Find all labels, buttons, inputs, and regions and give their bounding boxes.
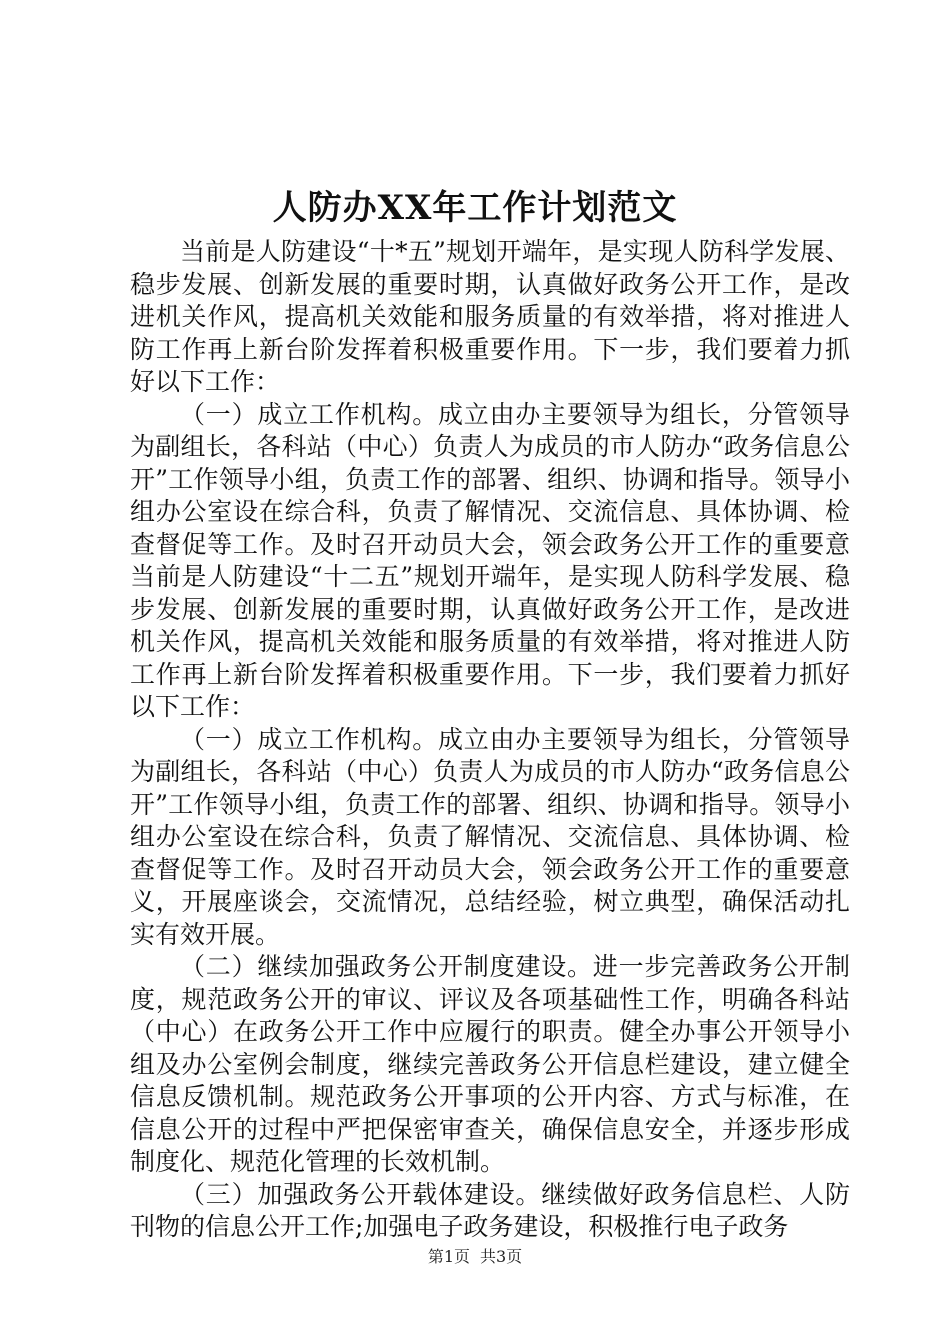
page-total: 共3页	[480, 1247, 523, 1266]
page-footer	[0, 1246, 950, 1268]
page-number: 第1页	[427, 1247, 470, 1266]
paragraph-intro: 当前是人防建设“十*五”规划开端年，是实现人防科学发展、稳步发展、创新发展的重要时期，认真做好政务公开工作，是改进机关作风，提高机关效能和服务质量的有效举措，将对推进人防工作再上新台阶发挥着积极重要作用。下一步，我们要着力抓好以下工作：	[130, 237, 850, 396]
paragraph-item-1: （一）成立工作机构。成立由办主要领导为组长，分管领导为副组长，各科站（中心）负责人为成员的市人防办“政务信息公开”工作领导小组，负责工作的部署、组织、协调和指导。领导小组办公室设在综合科，负责了解情况、交流信息、具体协调、检查督促等工作。及时召开动员大会，领会政务公开工作的重要意当前是人防建设“十二五”规划开端年，是实现人防科学发展、稳步发展、创新发展的重要时期，认真做好政务公开工作，是改进机关作风，提高机关效能和服务质量的有效举措，将对推进人防工作再上新台阶发挥着积极重要作用。下一步，我们要着力抓好以下工作：	[130, 399, 850, 721]
document-body	[130, 236, 850, 1244]
paragraph-item-2: （二）继续加强政务公开制度建设。进一步完善政务公开制度，规范政务公开的审议、评议及各项基础性工作，明确各科站（中心）在政务公开工作中应履行的职责。健全办事公开领导小组及办公室例会制度，继续完善政务公开信息栏建设，建立健全信息反馈机制。规范政务公开事项的公开内容、方式与标准，在信息公开的过程中严把保密审查关，确保信息安全，并逐步形成制度化、规范化管理的长效机制。	[130, 952, 850, 1176]
paragraph-item-3: （三）加强政务公开载体建设。继续做好政务信息栏、人防刊物的信息公开工作;加强电子政务建设，积极推行电子政务	[130, 1179, 850, 1241]
document-title: 人防办XX年工作计划范文	[272, 188, 678, 228]
paragraph-item-1-repeat: （一）成立工作机构。成立由办主要领导为组长，分管领导为副组长，各科站（中心）负责人为成员的市人防办“政务信息公开”工作领导小组，负责工作的部署、组织、协调和指导。领导小组办公室设在综合科，负责了解情况、交流信息、具体协调、检查督促等工作。及时召开动员大会，领会政务公开工作的重要意义，开展座谈会，交流情况，总结经验，树立典型，确保活动扎实有效开展。	[130, 724, 850, 949]
